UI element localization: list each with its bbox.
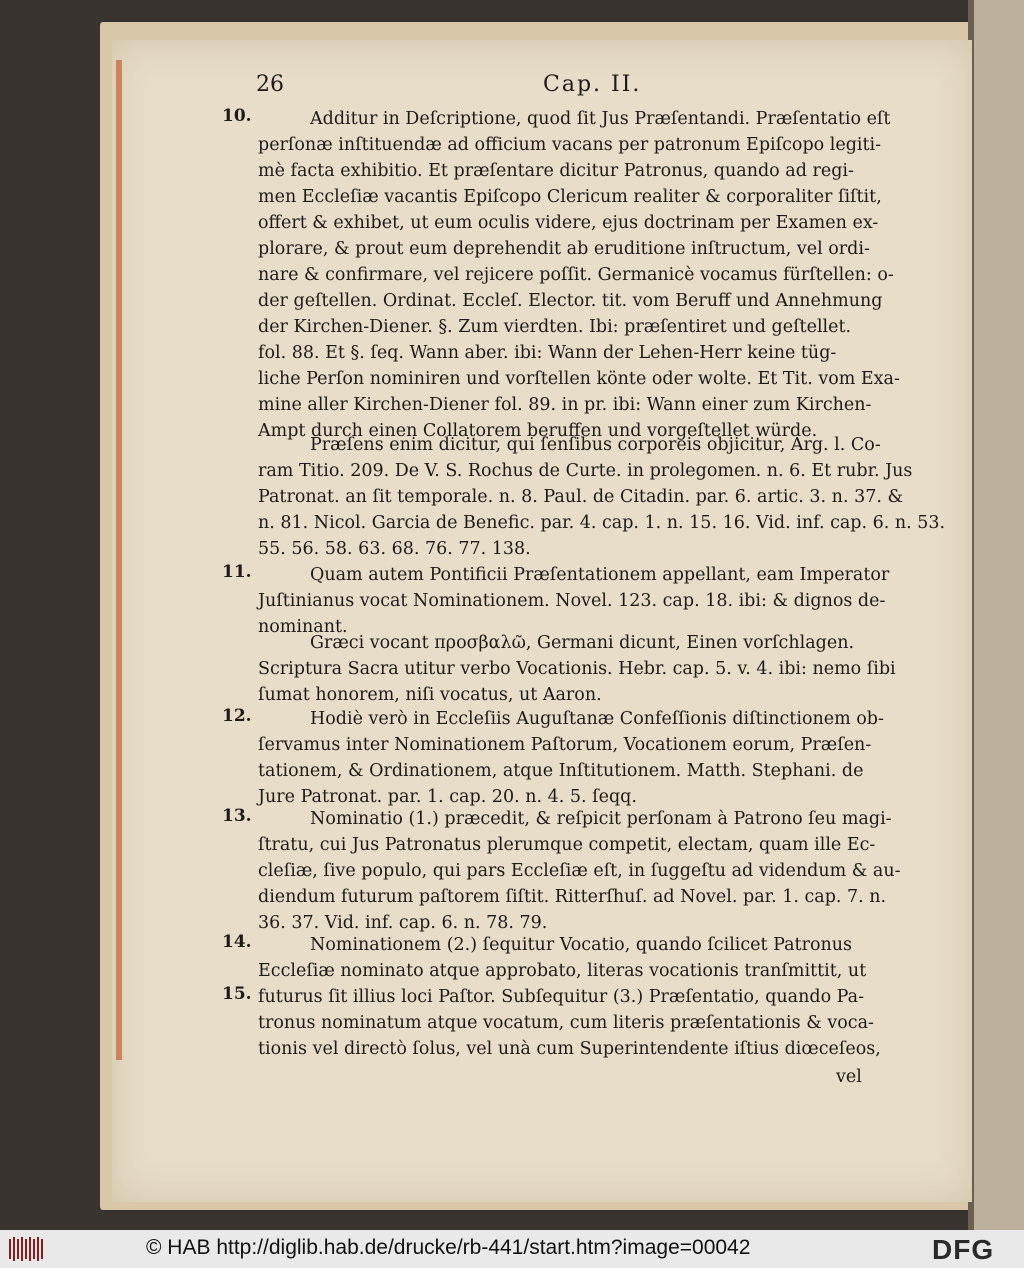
section-number-13: 13.: [222, 806, 252, 826]
text-line: ſumat honorem, niſi vocatus, ut Aaron.: [258, 685, 602, 705]
text-line: der geſtellen. Ordinat. Eccleſ. Elector. tit. vom Beruff und Annehmung: [258, 291, 883, 311]
dfg-logo: DFG: [932, 1234, 995, 1265]
text-line: Hodiè verò in Eccleſiis Auguſtanæ Confeſſionis diſtinctionem ob-: [310, 709, 884, 729]
text-line: diendum futurum paſtorem ſiſtit. Ritterſhuſ. ad Novel. par. 1. cap. 7. n.: [258, 887, 887, 907]
section-number-10: 10.: [222, 106, 252, 126]
text-line: Patronat. an ſit temporale. n. 8. Paul. de Citadin. par. 6. artic. 3. n. 37. &: [258, 487, 904, 507]
text-line: plorare, & prout eum deprehendit ab eruditione inſtructum, vel ordi-: [258, 239, 870, 259]
text-line: tationem, & Ordinationem, atque Inſtitutionem. Matth. Stephani. de: [258, 761, 864, 781]
text-line: cleſiæ, ſive populo, qui pars Eccleſiæ eſt, in ſuggeſtu ad videndum & au-: [258, 861, 901, 881]
text-line: liche Perſon nominiren und vorſtellen könte oder wolte. Et Tit. vom Exa-: [258, 369, 900, 389]
hab-barcode-logo-icon: [8, 1235, 44, 1263]
text-line: Præſens enim dicitur, qui ſenſibus corporeis objicitur, Arg. l. Co-: [310, 435, 881, 455]
text-line: men Eccleſiæ vacantis Epiſcopo Clericum realiter & corporaliter ſiſtit,: [258, 187, 882, 207]
paragraph-13: [232, 806, 901, 936]
catchword: vel: [836, 1067, 862, 1087]
page-number: 26: [256, 72, 284, 97]
text-line: Jure Patronat. par. 1. cap. 20. n. 4. 5. ſeqq.: [258, 787, 637, 807]
text-line: Juſtinianus vocat Nominationem. Novel. 123. cap. 18. ibi: & dignos de-: [258, 591, 886, 611]
paragraph-10: [232, 106, 900, 444]
footer-bar: [0, 1230, 1024, 1268]
text-line: mè facta exhibitio. Et præſentare dicitur Patronus, quando ad regi-: [258, 161, 854, 181]
text-line: Nominationem (2.) ſequitur Vocatio, quando ſcilicet Patronus: [310, 935, 853, 955]
paragraph-11-continuation: [232, 630, 896, 708]
section-number-11: 11.: [222, 562, 252, 582]
page-header: [148, 72, 888, 108]
copyright-url[interactable]: © HAB http://diglib.hab.de/drucke/rb-441/start.htm?image=00042: [146, 1236, 751, 1259]
text-line: 55. 56. 58. 63. 68. 76. 77. 138.: [258, 539, 531, 559]
paragraph-11: [232, 562, 890, 640]
text-line: ſervamus inter Nominationem Paſtorum, Vocationem eorum, Præſen-: [258, 735, 872, 755]
section-number-12: 12.: [222, 706, 252, 726]
running-head: Cap. II.: [543, 72, 642, 97]
section-number-15: 15.: [222, 984, 252, 1004]
facing-page-edge: [968, 0, 1024, 1230]
text-line: 36. 37. Vid. inf. cap. 6. n. 78. 79.: [258, 913, 548, 933]
text-line: der Kirchen-Diener. §. Zum vierdten. Ibi: præſentiret und geſtellet.: [258, 317, 852, 337]
text-line: Græci vocant προσβαλῶ, Germani dicunt, Einen vorſchlagen.: [310, 633, 855, 653]
text-line: perſonæ inſtituendæ ad officium vacans per patronum Epiſcopo legiti-: [258, 135, 882, 155]
text-line: ſtratu, cui Jus Patronatus plerumque competit, electam, quam ille Ec-: [258, 835, 876, 855]
text-line: Eccleſiæ nominato atque approbato, literas vocationis tranſmittit, ut: [258, 961, 867, 981]
text-line: tronus nominatum atque vocatum, cum literis præſentationis & voca-: [258, 1013, 874, 1033]
text-line: mine aller Kirchen-Diener fol. 89. in pr. ibi: Wann einer zum Kirchen-: [258, 395, 872, 415]
text-line: fol. 88. Et §. ſeq. Wann aber. ibi: Wann der Lehen-Herr keine tüg-: [258, 343, 837, 363]
text-line: Ampt durch einen Collatorem beruffen und vorgeſtellet würde.: [258, 421, 818, 441]
text-line: Additur in Deſcriptione, quod ſit Jus Præſentandi. Præſentatio eſt: [310, 109, 891, 129]
text-line: futurus ſit illius loci Paſtor. Subſequitur (3.) Præſentatio, quando Pa-: [258, 987, 865, 1007]
text-line: tionis vel directò ſolus, vel unà cum Superintendente iſtius diœceſeos,: [258, 1039, 881, 1059]
text-line: nominant.: [258, 617, 348, 637]
text-line: Quam autem Pontificii Præſentationem appellant, eam Imperator: [310, 565, 890, 585]
text-line: n. 81. Nicol. Garcia de Benefic. par. 4. cap. 1. n. 15. 16. Vid. inf. cap. 6. n. 53.: [258, 513, 946, 533]
text-line: Scriptura Sacra utitur verbo Vocationis. Hebr. cap. 5. v. 4. ibi: nemo ſibi: [258, 659, 896, 679]
text-line: offert & exhibet, ut eum oculis videre, ejus doctrinam per Examen ex-: [258, 213, 879, 233]
paragraph-10-continuation: [232, 432, 946, 562]
text-line: Nominatio (1.) præcedit, & reſpicit perſonam à Patrono ſeu magi-: [310, 809, 892, 829]
text-line: ram Titio. 209. De V. S. Rochus de Curte. in prolegomen. n. 6. Et rubr. Jus: [258, 461, 913, 481]
paragraph-12: [232, 706, 884, 810]
section-number-14: 14.: [222, 932, 252, 952]
text-line: nare & confirmare, vel rejicere poſſit. Germanicè vocamus fürſtellen: o-: [258, 265, 894, 285]
paragraph-14: [232, 932, 881, 1062]
